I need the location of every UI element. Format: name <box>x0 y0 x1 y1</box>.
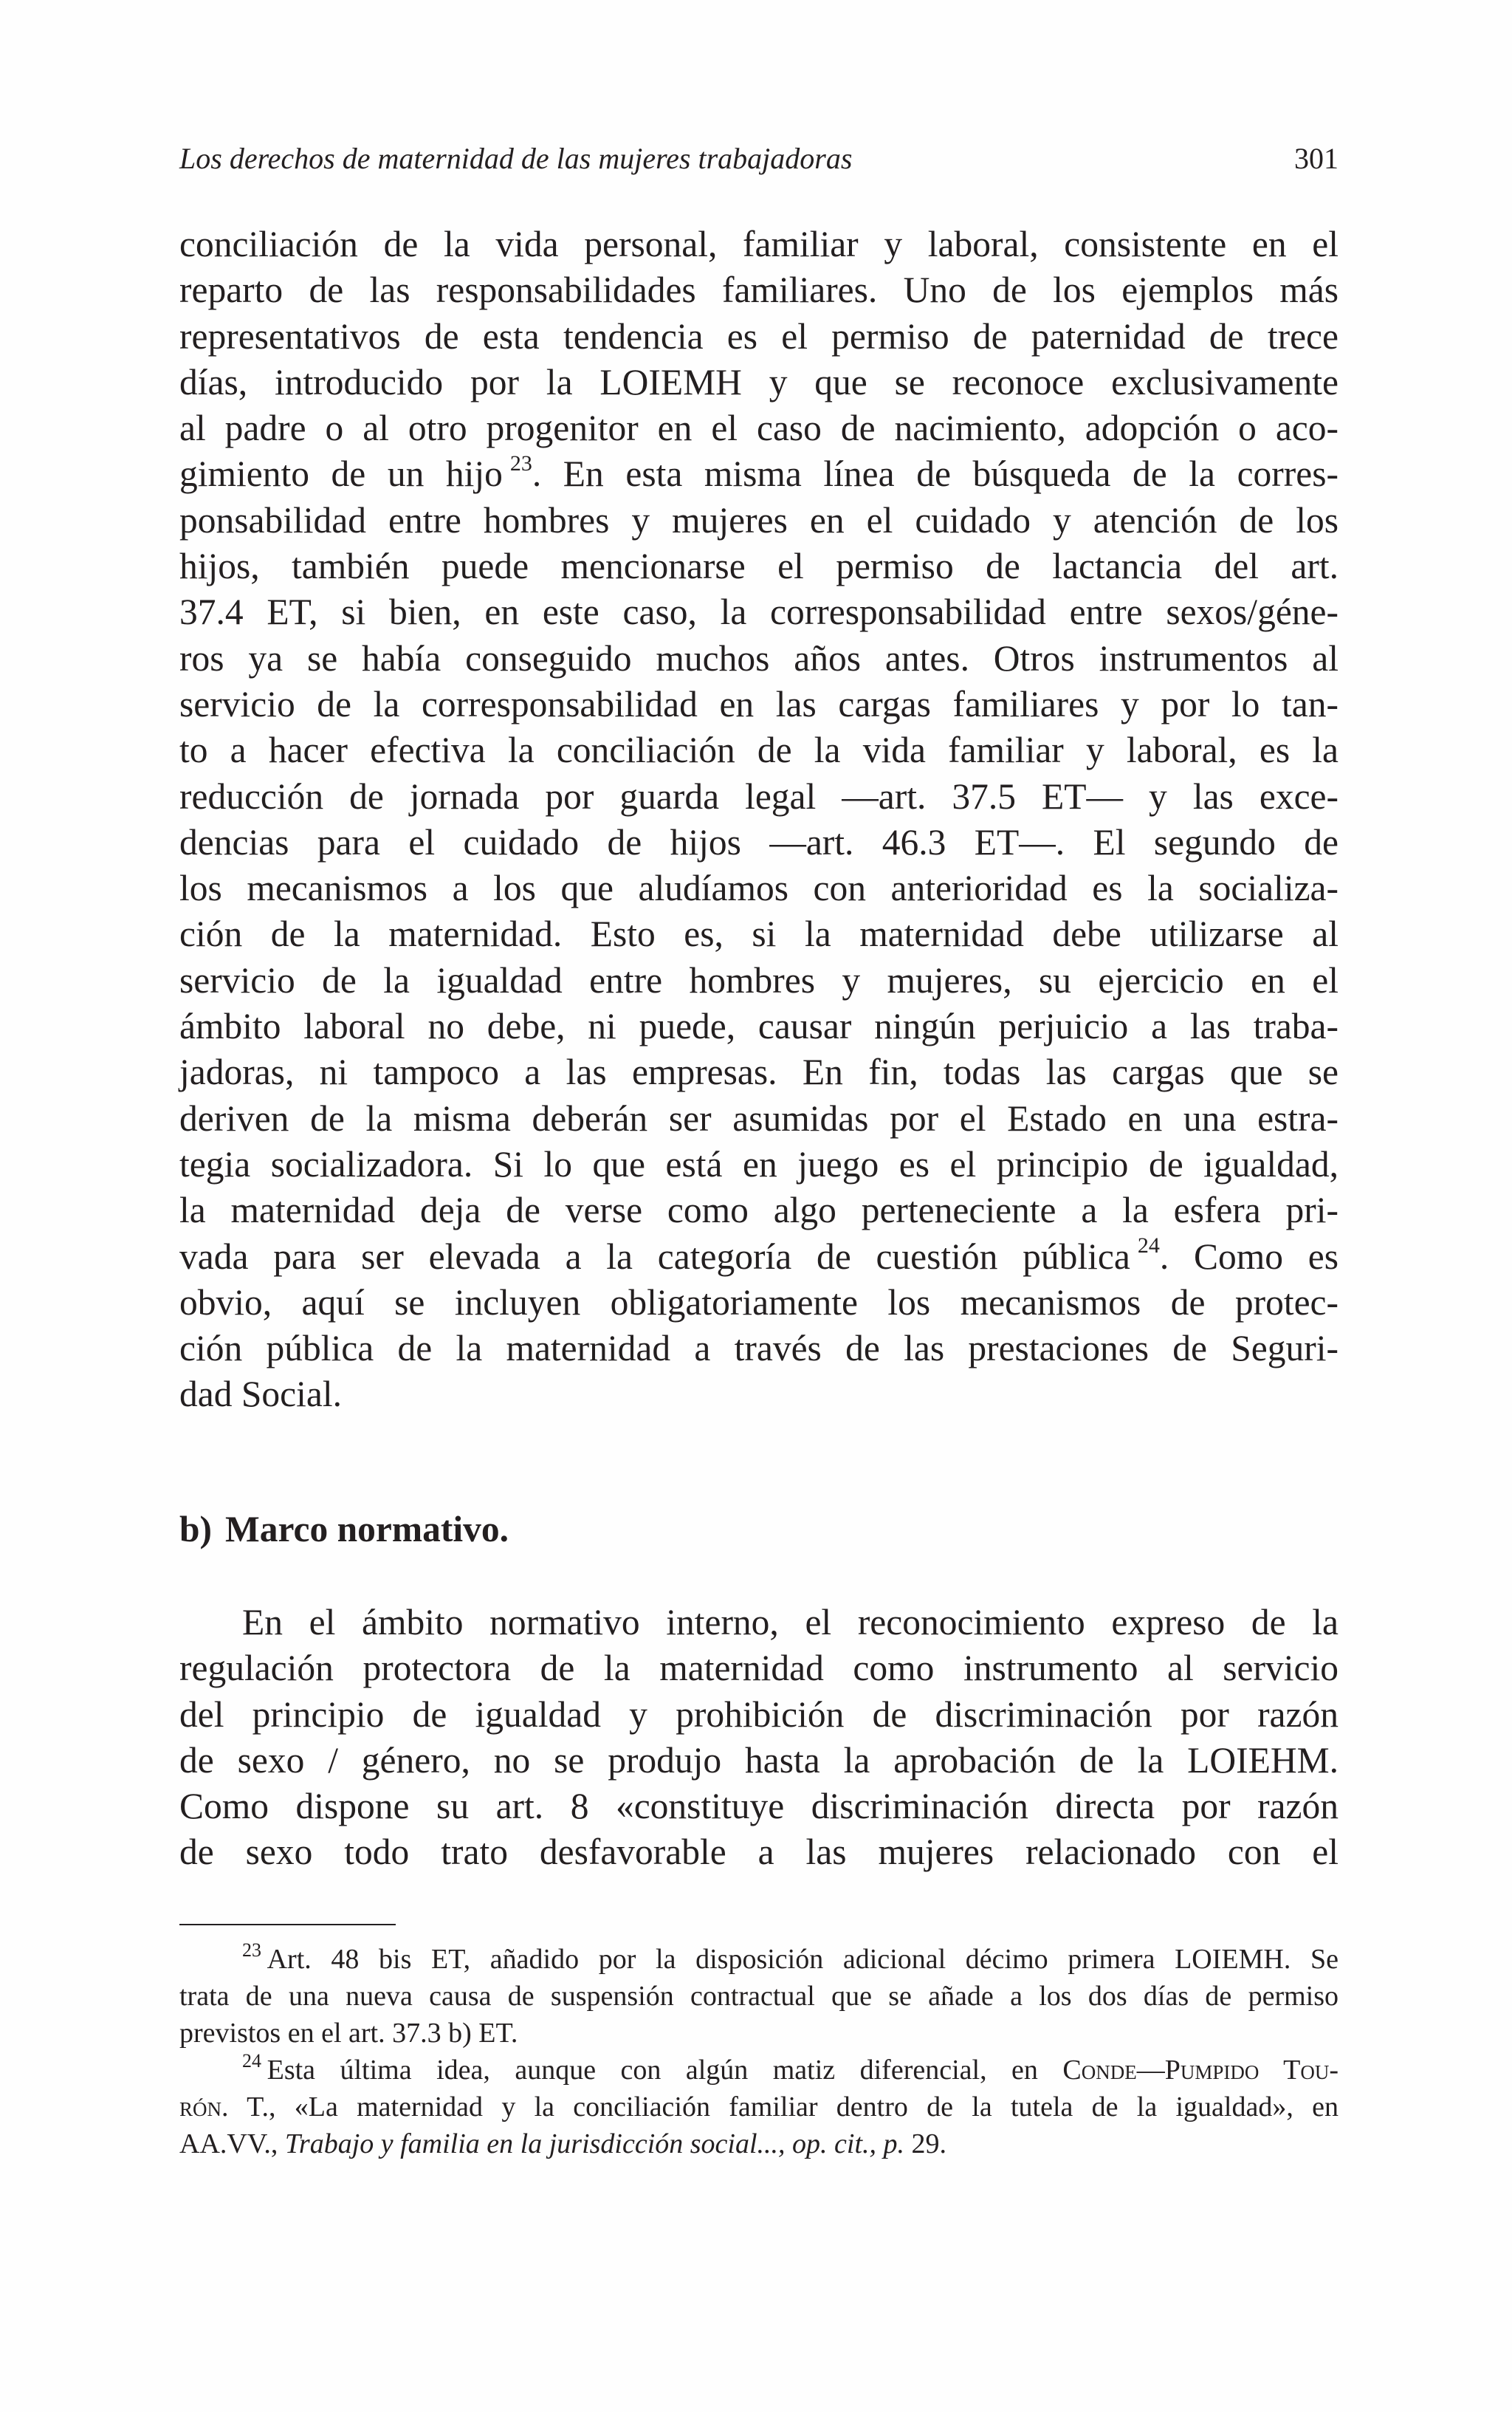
text-line: servicio de la corresponsabilidad en las cargas familiares y por lo tan- <box>179 683 1339 724</box>
footnote-number: 23 <box>242 1939 261 1962</box>
text-fragment: Art. 48 bis ET, añadido por la disposición adicional décimo primera LOIEMH. Se <box>267 1944 1339 1975</box>
text-line: servicio de la igualdad entre hombres y mujeres, su ejercicio en el <box>179 959 1339 1001</box>
text-line: obvio, aquí se incluyen obligatoriamente los mecanismos de protec- <box>179 1281 1339 1323</box>
text-line: to a hacer efectiva la conciliación de la vida familiar y laboral, es la <box>179 730 1339 771</box>
footnote-ref-24[interactable]: 24 <box>1137 1233 1160 1258</box>
author-name: rón <box>179 2091 222 2123</box>
footnote-23 <box>179 1941 1339 2052</box>
text-line: los mecanismos a los que aludíamos con anterioridad es la socializa- <box>179 868 1339 909</box>
text-line: reparto de las responsabilidades familiares. Uno de los ejemplos más <box>179 270 1339 311</box>
text-line: de sexo todo trato desfavorable a las mujeres relacionado con el <box>179 1832 1339 1873</box>
footnote-line <box>179 1941 1339 1978</box>
text-line: ción de la maternidad. Esto es, si la maternidad debe utilizarse al <box>179 914 1339 955</box>
footnote-separator <box>179 1924 396 1925</box>
text-line: reducción de jornada por guarda legal —art. 37.5 ET— y las exce- <box>179 775 1339 817</box>
text-line: ros ya se había conseguido muchos años antes. Otros instrumentos al <box>179 637 1339 679</box>
text-line: tegia socializadora. Si lo que está en juego es el principio de igualdad, <box>179 1143 1339 1185</box>
text-line: ción pública de la maternidad a través de las prestaciones de Seguri- <box>179 1328 1339 1369</box>
text-fragment: Esta última idea, aunque con algún matiz diferencial, en <box>267 2055 1038 2086</box>
text-line <box>179 1234 1339 1280</box>
text-line: dencias para el cuidado de hijos —art. 46.3 ET—. El segundo de <box>179 821 1339 863</box>
page-number: 301 <box>1294 142 1339 175</box>
text-fragment: . En esta misma línea de búsqueda de la corres- <box>532 453 1339 495</box>
text-line: hijos, también puede mencionarse el permiso de lactancia del art. <box>179 546 1339 587</box>
text-line: ámbito laboral no debe, ni puede, causar ningún perjuicio a las traba- <box>179 1006 1339 1047</box>
text-fragment: vada para ser elevada a la categoría de cuestión pública <box>179 1236 1130 1277</box>
text-fragment: . Como es <box>1159 1236 1339 1277</box>
body-paragraph-1 <box>179 222 1339 1418</box>
text-fragment: . T., «La maternidad y la conciliación familiar dentro de la tutela de la igualdad», en <box>221 2091 1339 2123</box>
section-title: Marco normativo. <box>225 1509 509 1549</box>
text-line: al padre o al otro progenitor en el caso de nacimiento, adopción o aco- <box>179 408 1339 449</box>
text-line: representativos de esta tendencia es el permiso de paternidad de trece <box>179 315 1339 357</box>
text-line: Como dispone su art. 8 «constituye discriminación directa por razón <box>179 1786 1339 1827</box>
footnote-line <box>179 2052 1339 2089</box>
text-line: del principio de igualdad y prohibición de discriminación por razón <box>179 1693 1339 1735</box>
footnote-line <box>179 2125 1339 2162</box>
footnote-line <box>179 2089 1339 2125</box>
cited-work-title: Trabajo y familia en la jurisdicción social..., op. cit., p. <box>284 2128 905 2159</box>
running-title: Los derechos de maternidad de las mujeres trabajadoras <box>179 142 853 175</box>
author-name: Conde—Pumpido Tou- <box>1062 2055 1339 2086</box>
footnote-ref-23[interactable]: 23 <box>509 450 532 476</box>
text-line: regulación protectora de la maternidad como instrumento al servicio <box>179 1648 1339 1689</box>
footnote-line: previstos en el art. 37.3 b) ET. <box>179 2018 518 2049</box>
footnote-number: 24 <box>242 2050 261 2072</box>
text-fragment: 29. <box>911 2128 947 2159</box>
text-line: la maternidad deja de verse como algo perteneciente a la esfera pri- <box>179 1190 1339 1231</box>
text-fragment: AA.VV., <box>179 2128 278 2159</box>
body-paragraph-2 <box>179 1600 1339 1876</box>
text-line: de sexo / género, no se produjo hasta la aprobación de la LOIEHM. <box>179 1739 1339 1781</box>
running-header <box>179 137 1339 181</box>
text-line: conciliación de la vida personal, familiar y laboral, consistente en el <box>179 224 1339 264</box>
footnote-line: trata de una nueva causa de suspensión contractual que se añade a los dos días de permiso <box>179 1981 1339 2012</box>
text-line: 37.4 ET, si bien, en este caso, la corresponsabilidad entre sexos/géne- <box>179 592 1339 633</box>
text-line: jadoras, ni tampoco a las empresas. En fin, todas las cargas que se <box>179 1052 1339 1093</box>
text-line <box>179 451 1339 497</box>
text-line: deriven de la misma deberán ser asumidas por el Estado en una estra- <box>179 1097 1339 1139</box>
text-line: dad Social. <box>179 1374 342 1415</box>
footnote-24 <box>179 2052 1339 2162</box>
section-heading <box>179 1507 509 1552</box>
text-line: ponsabilidad entre hombres y mujeres en el cuidado y atención de los <box>179 499 1339 541</box>
text-line: En el ámbito normativo interno, el reconocimiento expreso de la <box>242 1602 1339 1642</box>
text-line: días, introducido por la LOIEMH y que se reconoce exclusivamente <box>179 361 1339 402</box>
footnotes <box>179 1941 1339 2162</box>
section-label: b) <box>179 1509 213 1549</box>
text-fragment: gimiento de un hijo <box>179 453 503 495</box>
